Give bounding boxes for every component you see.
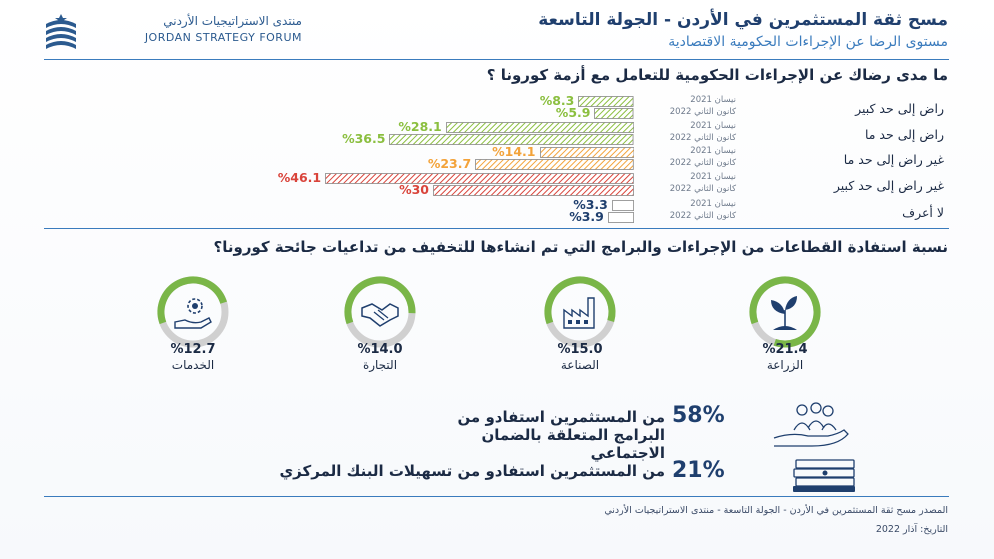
series-period-label: كانون الثاني 2022 bbox=[669, 107, 736, 117]
category-label: راض إلى حد كبير bbox=[855, 101, 944, 116]
fact-1-percent: 58% bbox=[672, 403, 725, 428]
gear-hand-icon bbox=[175, 299, 211, 328]
logo-text-arabic: منتدى الاستراتيجيات الأردني bbox=[163, 14, 302, 28]
category-label: غير راض إلى حد كبير bbox=[833, 178, 944, 193]
bar-value-label: %3.9 bbox=[569, 209, 604, 224]
chart-title: ما مدى رضاك عن الإجراءات الحكومية للتعامل مع أزمة كورونا ؟ bbox=[486, 66, 948, 84]
fact-2-text: من المستثمرين استفادو من تسهيلات البنك المركزي bbox=[279, 462, 665, 480]
bar-value-label: %3.3 bbox=[573, 197, 608, 212]
bar-value-label: %30 bbox=[399, 182, 429, 197]
logo-text-english: JORDAN STRATEGY FORUM bbox=[144, 31, 302, 44]
money-stack-icon bbox=[790, 456, 860, 498]
sector-value: %14.0 bbox=[357, 342, 403, 357]
sector-label: الصناعة bbox=[560, 358, 600, 372]
bar-value-label: %36.5 bbox=[342, 131, 386, 146]
bar-value-label: %23.7 bbox=[427, 156, 472, 171]
divider bbox=[44, 496, 949, 497]
bar-value-label: %5.9 bbox=[555, 105, 591, 120]
series-period-label: نيسان 2021 bbox=[690, 146, 736, 156]
category-label: لا أعرف bbox=[902, 205, 944, 220]
date-note: التاريخ: آذار 2022 bbox=[875, 524, 948, 535]
sector-label: التجارة bbox=[362, 358, 398, 372]
sector-chart-title: نسبة استفادة القطاعات من الإجراءات والبرامج التي تم انشاءها للتخفيف من تداعيات جائحة كورونا؟ bbox=[213, 238, 948, 256]
category-label: راض إلى حد ما bbox=[864, 127, 944, 142]
bar-value-label: %28.1 bbox=[398, 119, 442, 134]
sector-value: %12.7 bbox=[170, 342, 216, 357]
sector-value: %15.0 bbox=[557, 342, 603, 357]
series-period-label: نيسان 2021 bbox=[690, 95, 736, 105]
series-period-label: نيسان 2021 bbox=[690, 199, 736, 209]
sector-label: الزراعة bbox=[766, 358, 804, 372]
series-period-label: كانون الثاني 2022 bbox=[669, 211, 736, 221]
series-period-label: كانون الثاني 2022 bbox=[669, 184, 736, 194]
series-period-label: كانون الثاني 2022 bbox=[669, 158, 736, 168]
series-period-label: كانون الثاني 2022 bbox=[669, 133, 736, 143]
bar-value-label: %46.1 bbox=[277, 170, 322, 185]
series-period-label: نيسان 2021 bbox=[690, 172, 736, 182]
factory-icon bbox=[564, 298, 594, 328]
bar-value-label: %14.1 bbox=[492, 144, 536, 159]
plant-icon bbox=[771, 296, 797, 330]
sector-label: الخدمات bbox=[171, 358, 215, 372]
people-hand-icon bbox=[772, 402, 852, 452]
page-subtitle: مستوى الرضا عن الإجراءات الحكومية الاقتصادية bbox=[668, 34, 948, 50]
fact-2-percent: 21% bbox=[672, 458, 725, 483]
bar-value-label: %8.3 bbox=[539, 93, 575, 108]
handshake-icon bbox=[362, 304, 398, 326]
series-period-label: نيسان 2021 bbox=[690, 121, 736, 131]
source-note: المصدر مسح ثقة المستثمرين في الأردن - الجولة التاسعة - منتدى الاستراتيجيات الأردني bbox=[604, 505, 948, 516]
fact-1-text: من المستثمرين استفادو من البرامج المتعلقة بالضمان الاجتماعي bbox=[457, 408, 665, 462]
page-title: مسح ثقة المستثمرين في الأردن - الجولة التاسعة bbox=[538, 10, 948, 30]
category-label: غير راض إلى حد ما bbox=[843, 152, 944, 167]
sector-value: %21.4 bbox=[762, 342, 808, 357]
